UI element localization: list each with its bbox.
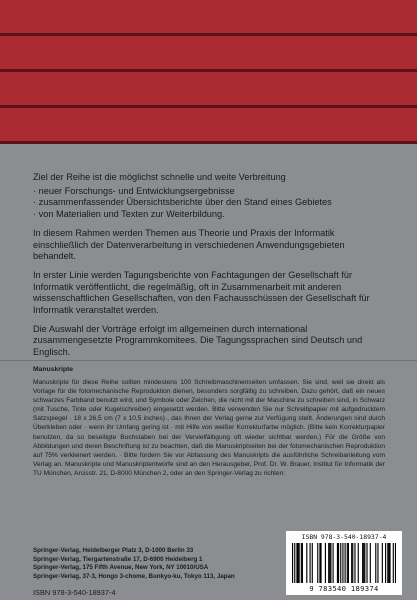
list-item: · zusammenfassender Übersichtsberichte über den Stand eines Gebietes bbox=[33, 197, 332, 208]
barcode-bar bbox=[348, 543, 349, 583]
barcode-bar bbox=[319, 543, 320, 583]
barcode-label bbox=[286, 531, 402, 595]
barcode-bar bbox=[317, 543, 318, 583]
barcode-bar bbox=[377, 543, 378, 583]
address-line: Springer-Verlag, Heidelberger Platz 3, D-1000 Berlin 33 bbox=[33, 547, 194, 554]
barcode-bar bbox=[389, 543, 390, 583]
barcode-bar bbox=[382, 543, 383, 583]
intro-paragraph: In erster Linie werden Tagungsberichte von Fachtagungen der Gesellschaft für Informatik veröffentlicht, die regelmäßig, oft in Zusammenarbeit mit anderen wissenschaftlichen Gesellschaften, von den Fachausschüssen der Gesellschaft für Informatik veranstaltet werden. bbox=[33, 269, 370, 316]
barcode-bar bbox=[296, 543, 297, 583]
header-band-3 bbox=[0, 72, 417, 105]
barcode-bar bbox=[292, 543, 293, 583]
intro-lead: Ziel der Reihe ist die möglichst schnelle und weite Verbreitung bbox=[33, 172, 286, 182]
barcode-isbn: ISBN 978-3-540-18937-4 bbox=[301, 533, 387, 541]
address-line: Springer-Verlag, 175 Fifth Avenue, New York, NY 10010/USA bbox=[33, 564, 209, 572]
barcode-bar bbox=[393, 543, 394, 583]
barcode-bar bbox=[337, 543, 338, 583]
barcode-digits: 9 783540 189374 bbox=[309, 584, 379, 593]
barcode-bar bbox=[345, 543, 346, 583]
list-item: · von Materialien und Texten zur Weiterbildung. bbox=[33, 209, 225, 220]
series-description bbox=[33, 172, 383, 366]
barcode-bar bbox=[301, 543, 302, 583]
address-line: Springer-Verlag, Tiergartenstraße 17, D-6900 Heidelberg 1 bbox=[33, 555, 203, 563]
barcode-bar bbox=[385, 543, 386, 583]
section-divider bbox=[0, 360, 417, 361]
barcode-bar bbox=[366, 543, 367, 583]
barcode-bar bbox=[297, 543, 298, 583]
list-item: · neuer Forschungs- und Entwicklungsergebnisse bbox=[33, 185, 235, 196]
barcode-bar bbox=[370, 543, 371, 583]
barcode-bar bbox=[299, 543, 300, 583]
manuscripts-heading: Manuskripte bbox=[33, 366, 74, 373]
publisher-addresses bbox=[33, 547, 283, 581]
barcode-bar bbox=[358, 543, 359, 583]
barcode-bar bbox=[294, 543, 295, 583]
intro-paragraph: In diesem Rahmen werden Themen aus Theorie und Praxis der Informatik einschließlich der Datenverarbeitung in verschiedenen Anwendungsgebieten behandelt. bbox=[33, 227, 345, 262]
barcode-bar bbox=[330, 543, 331, 583]
address-line: Springer-Verlag, 37-3, Hongo 3-chome, Bunkyo-ku, Tokyo 113, Japan bbox=[33, 572, 235, 580]
barcode-bar bbox=[354, 543, 355, 583]
barcode-bar bbox=[338, 543, 339, 583]
barcode-bar bbox=[387, 543, 388, 583]
barcode-bar bbox=[306, 543, 307, 583]
barcode-bar bbox=[340, 543, 341, 583]
intro-paragraph: Die Auswahl der Vorträge erfolgt im allgemeinen durch international zusammengesetzte Programmkomitees. Die Tagungssprachen sind Deutsch und Englisch. bbox=[33, 323, 363, 358]
barcode-bar bbox=[352, 543, 353, 583]
barcode-bar bbox=[329, 543, 330, 583]
barcode-bar bbox=[302, 543, 303, 583]
header-band-separator bbox=[0, 141, 417, 144]
barcode-bar bbox=[388, 543, 389, 583]
barcode-bar bbox=[310, 543, 311, 583]
barcode-bar bbox=[363, 543, 364, 583]
barcode-bar bbox=[342, 543, 343, 583]
barcode-bar bbox=[351, 543, 352, 583]
barcode-bar bbox=[320, 543, 321, 583]
isbn-text: ISBN 978-3-540-18937-4 bbox=[33, 588, 116, 597]
barcode-bar bbox=[328, 543, 329, 583]
barcode-bar bbox=[362, 543, 363, 583]
barcode-bar bbox=[375, 543, 376, 583]
barcode-bar bbox=[325, 543, 326, 583]
barcode-bar bbox=[395, 543, 396, 583]
barcode-bar bbox=[333, 543, 334, 583]
barcode-image bbox=[292, 543, 396, 583]
header-band-2 bbox=[0, 36, 417, 69]
manuscripts-body: Manuskripte für diese Reihe sollten mindestens 100 Schreibmaschinenseiten umfassen. Sie sind, weil sie direkt als Vorlage für die fotomechanische Reproduktion dienen, besonders sorgfältig zu schreiben. Dazu gehört, daß ein neues schwarzes Farbband benutzt wird, und Symbole oder Zeichen, die nicht mit der Maschine zu schreiben sind, in Schwarz (mit Tusche, Tinte oder Kugelschreiber) eingesetzt werden. Bitte verwenden Sie nur Schreibpapier mit aufgedrucktem Satzspiegel · 18 x 26,5 cm (7 x 10,5 inches)·, das Ihnen der Verlag gerne zur Verfügung stellt. Änderungen sind durch Überkleben oder · wenn ihr Umfang gering ist · mit Hilfe von weißer Korrekturfarbe möglich. (Bitte kein Korrekturpapier benutzen, da so beseitigte Buchstaben bei der Vervielfältigung oft wieder sichtbar werden.) Für die Größe von Abbildungen und deren Beschriftung ist zu beachten, daß die Manuskriptseiten bei der fotomechanischen Reproduktion auf 75% verkleinert werden. · Bitte fordern Sie vor Abfassung des Manuskripts die ausführliche Schreibanleitung vom Verlag an. Manuskripte und Manuskriptentwürfe sind an den Herausgeber, Prof. Dr. W. Brauer, Institut für Informatik der TU München, Arcisstr. 21, D-8000 München 2, oder an den Springer-Verlag zu richten: bbox=[33, 379, 385, 477]
barcode-bar bbox=[364, 543, 365, 583]
barcode-bar bbox=[347, 543, 348, 583]
intro-list bbox=[33, 186, 383, 221]
barcode-bar bbox=[312, 543, 313, 583]
header-band-4 bbox=[0, 108, 417, 141]
header-band-1 bbox=[0, 0, 417, 33]
